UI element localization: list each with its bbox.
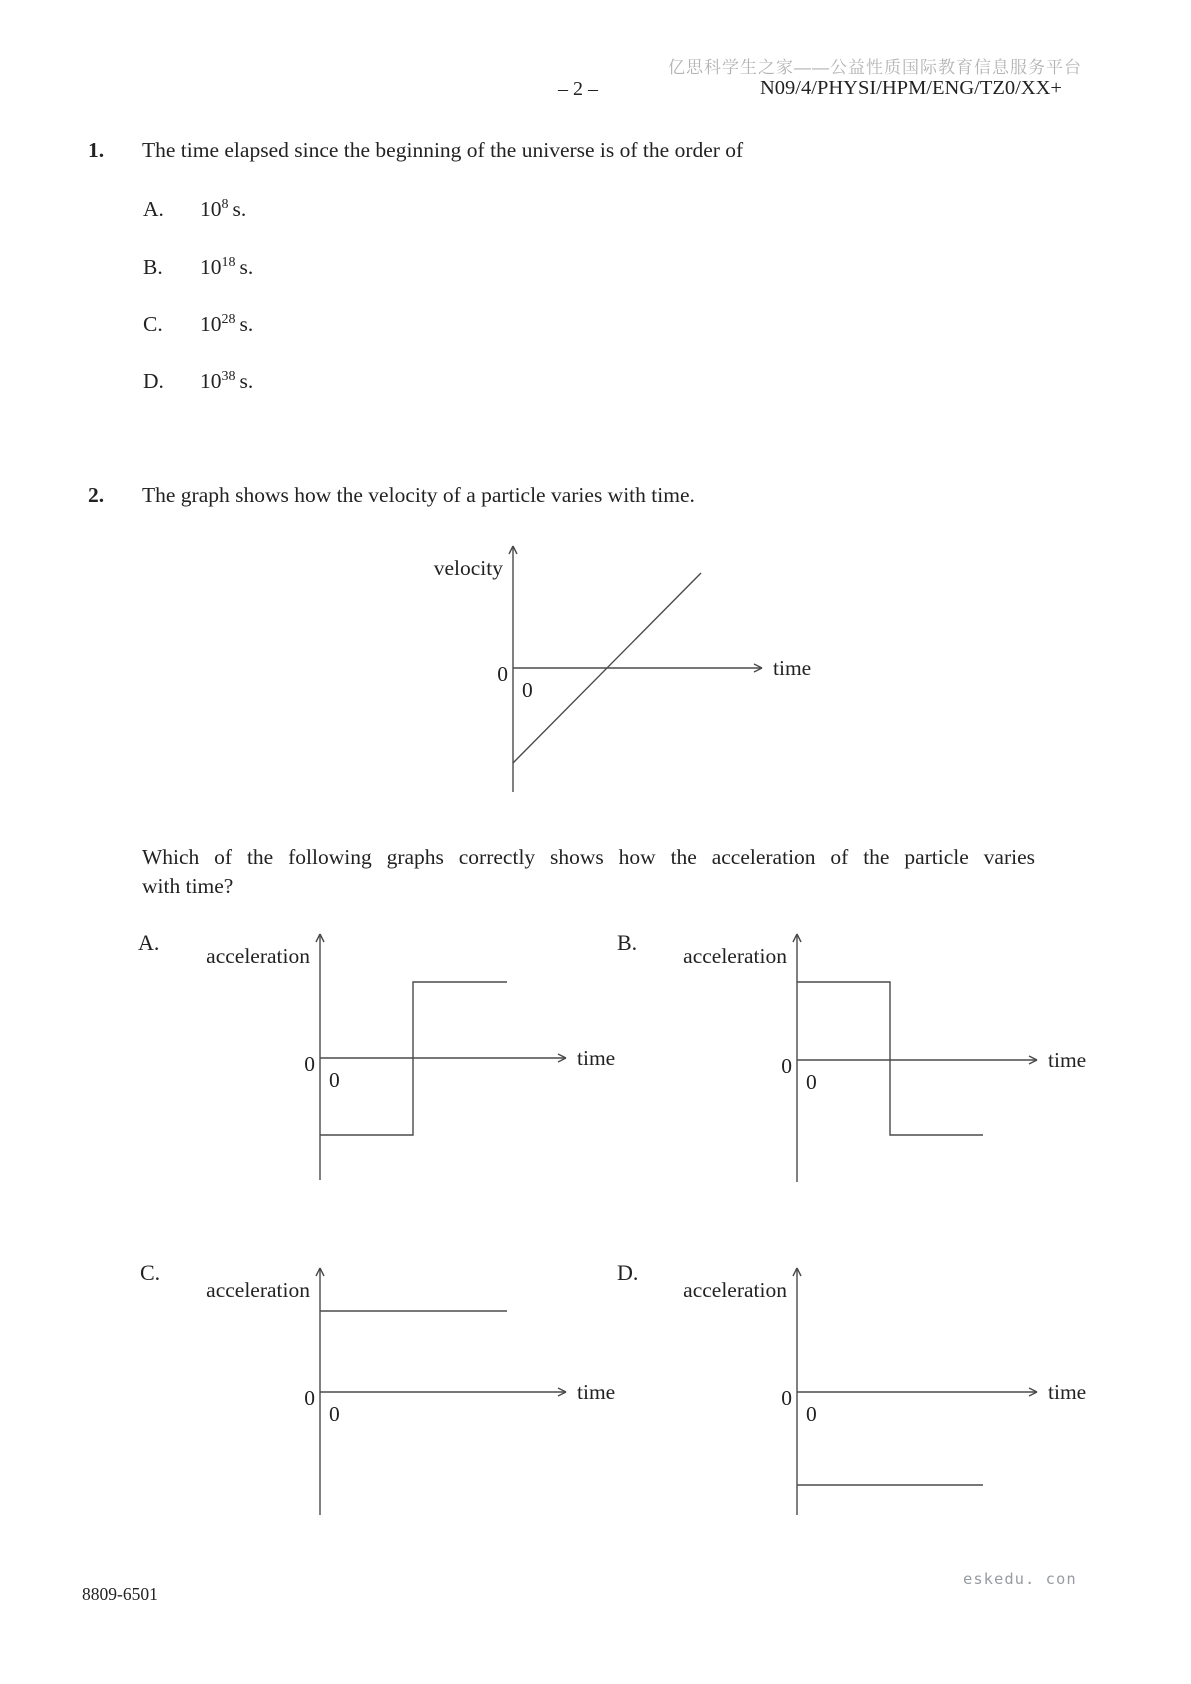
svg-text:0: 0 bbox=[304, 1052, 315, 1076]
svg-text:0: 0 bbox=[329, 1068, 340, 1092]
footer-watermark: eskedu. con bbox=[963, 1570, 1077, 1588]
q2-option-c-label: C. bbox=[140, 1260, 161, 1285]
svg-text:velocity: velocity bbox=[433, 556, 503, 580]
question2-continuation bbox=[142, 843, 1035, 901]
svg-text:0: 0 bbox=[781, 1386, 792, 1410]
svg-text:acceleration: acceleration bbox=[683, 944, 787, 968]
svg-text:acceleration: acceleration bbox=[683, 1278, 787, 1302]
svg-text:0: 0 bbox=[781, 1054, 792, 1078]
q1-option-d-value bbox=[200, 368, 253, 394]
q1-option-d-unit: s. bbox=[239, 369, 254, 393]
svg-text:time: time bbox=[577, 1046, 616, 1070]
acceleration-graph-a bbox=[190, 925, 640, 1195]
q1-option-d-exponent: 38 bbox=[221, 368, 236, 384]
svg-text:0: 0 bbox=[806, 1070, 817, 1094]
q1-option-b-label: B. bbox=[143, 255, 163, 279]
svg-text:0: 0 bbox=[497, 662, 508, 686]
svg-text:time: time bbox=[577, 1380, 616, 1404]
q1-option-c-base: 10 bbox=[200, 312, 222, 336]
exam-code: N09/4/PHYSI/HPM/ENG/TZ0/XX+ bbox=[760, 77, 1062, 99]
question2-text: The graph shows how the velocity of a particle varies with time. bbox=[142, 483, 695, 507]
question1-text: The time elapsed since the beginning of the universe is of the order of bbox=[142, 138, 744, 162]
question2-continuation-line2: with time? bbox=[142, 874, 234, 898]
question2-number: 2. bbox=[88, 483, 105, 507]
velocity-time-graph bbox=[385, 505, 835, 810]
q2-option-b-label: B. bbox=[617, 930, 638, 955]
q1-option-b-exponent: 18 bbox=[221, 254, 236, 270]
q1-option-c-value bbox=[200, 311, 253, 337]
q1-option-c-unit: s. bbox=[239, 312, 254, 336]
footer-code: 8809-6501 bbox=[82, 1584, 158, 1604]
svg-text:acceleration: acceleration bbox=[206, 1278, 310, 1302]
svg-text:acceleration: acceleration bbox=[206, 944, 310, 968]
svg-text:time: time bbox=[1048, 1048, 1087, 1072]
q1-option-d-label: D. bbox=[143, 369, 164, 393]
q1-option-a-exponent: 8 bbox=[221, 196, 229, 212]
q1-option-a-base: 10 bbox=[200, 197, 222, 221]
q1-option-a-value bbox=[200, 196, 246, 222]
header-watermark: 亿思科学生之家——公益性质国际教育信息服务平台 bbox=[668, 58, 1082, 77]
q1-option-b-unit: s. bbox=[239, 255, 254, 279]
q2-option-a-label: A. bbox=[138, 930, 160, 955]
svg-text:time: time bbox=[1048, 1380, 1087, 1404]
svg-text:0: 0 bbox=[522, 678, 533, 702]
svg-text:0: 0 bbox=[806, 1402, 817, 1426]
svg-text:0: 0 bbox=[304, 1386, 315, 1410]
svg-text:time: time bbox=[773, 656, 812, 680]
acceleration-graph-b bbox=[665, 925, 1115, 1195]
q1-option-c-exponent: 28 bbox=[221, 311, 236, 327]
q1-option-c-label: C. bbox=[143, 312, 163, 336]
svg-text:0: 0 bbox=[329, 1402, 340, 1426]
q2-option-d-label: D. bbox=[617, 1260, 639, 1285]
q1-option-a-unit: s. bbox=[232, 197, 247, 221]
page-number: – 2 – bbox=[558, 78, 598, 100]
acceleration-graph-d bbox=[665, 1255, 1115, 1525]
question2-continuation-line1: Which of the following graphs correctly shows how the acceleration of the particle varies bbox=[142, 845, 1035, 869]
acceleration-graph-c bbox=[190, 1255, 640, 1525]
q1-option-d-base: 10 bbox=[200, 369, 222, 393]
q1-option-a-label: A. bbox=[143, 197, 164, 221]
q1-option-b-value bbox=[200, 254, 253, 280]
q1-option-b-base: 10 bbox=[200, 255, 222, 279]
question1-number: 1. bbox=[88, 138, 105, 162]
